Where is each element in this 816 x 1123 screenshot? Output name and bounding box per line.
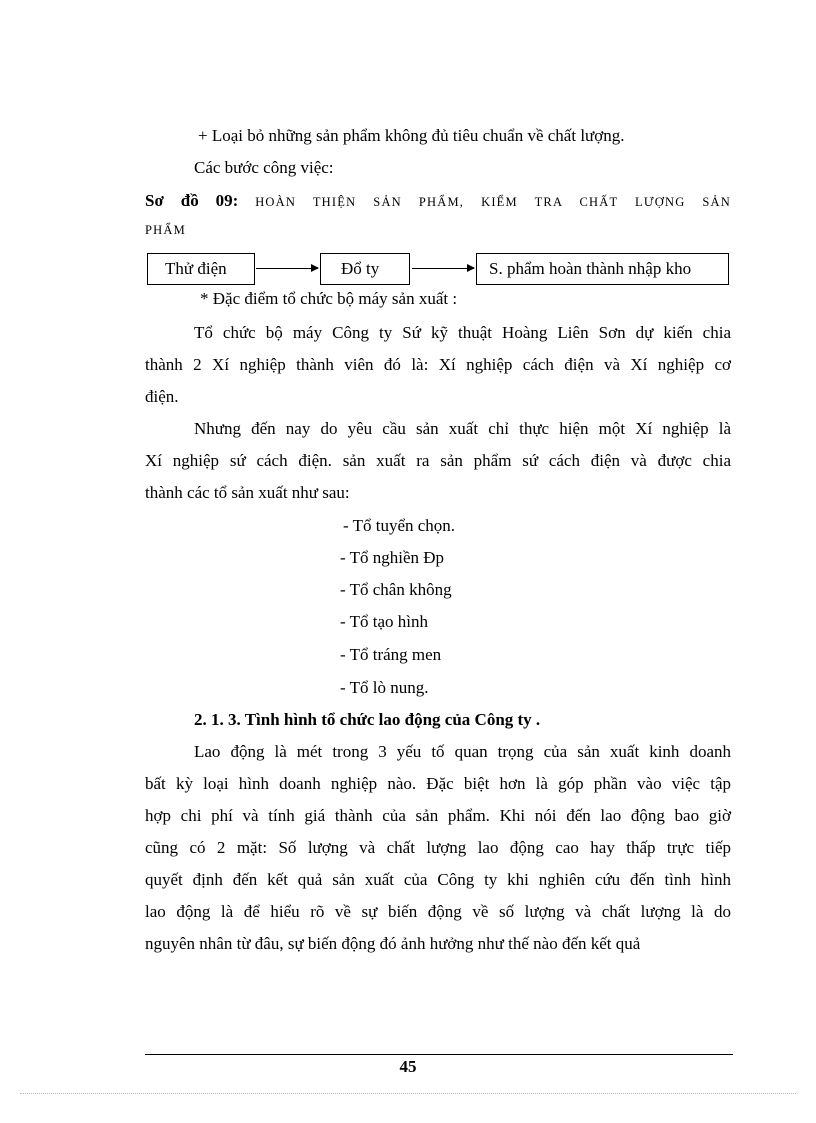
list-item: - Tổ chân không [340,580,452,599]
list-item: - Tổ tráng men [340,645,442,664]
flow-arrow [412,268,474,269]
page-number: 45 [399,1057,417,1076]
diagram-title-line2: PHẨM [145,223,186,237]
flow-step-test: Thử điện [147,253,255,285]
paragraph-line: thành 2 Xí nghiệp thành viên đó là: Xí nghiệp cách điện và Xí nghiệp cơ [145,355,731,374]
page-edge-divider [20,1093,796,1094]
paragraph-line: nguyên nhân từ đâu, sự biến động đó ảnh hưởng như thế nào đến kết quả [145,934,641,953]
bullet-line: + Loại bỏ những sản phẩm không đủ tiêu chuẩn về chất lượng. [198,126,625,145]
paragraph-line: Tổ chức bộ máy Công ty Sứ kỹ thuật Hoàng Liên Sơn dự kiến chia [194,323,731,342]
list-item: - Tổ tạo hình [340,612,428,631]
diagram-title-continuation [145,217,731,242]
paragraph-line: Xí nghiệp sứ cách điện. sản xuất ra sản phẩm sứ cách điện và được chia [145,451,731,470]
paragraph-line: bất kỳ loại hình doanh nghiệp nào. Đặc biệt hơn là góp phần vào việc tập [145,774,731,793]
section-heading: 2. 1. 3. Tình hình tổ chức lao động của Công ty . [194,710,541,729]
flow-step-warehouse: S. phẩm hoàn thành nhập kho [476,253,729,285]
diagram-label: Sơ đồ 09: [145,191,239,210]
paragraph-line: lao động là để hiểu rõ về sự biến động về số lượng và chất lượng là do [145,902,731,921]
paragraph-line: cũng có 2 mặt: Số lượng và chất lượng lao động cao hay thấp trực tiếp [145,838,731,857]
list-item: - Tổ lò nung. [340,678,429,697]
paragraph-line: Nhưng đến nay do yêu cầu sản xuất chỉ thực hiện một Xí nghiệp là [194,419,731,438]
paragraph-line: điện. [145,387,179,406]
diagram-title-line1: HOÀN THIỆN SẢN PHẨM, KIỂM TRA CHẤT LƯỢNG SẢN [255,195,732,209]
flow-step-pour: Đổ ty [320,253,410,285]
steps-intro: Các bước công việc: [194,158,334,177]
paragraph-line: thành các tổ sản xuất như sau: [145,483,350,502]
flow-arrow [256,268,318,269]
paragraph-line: quyết định đến kết quả sản xuất của Công ty khi nghiên cứu đến tình hình [145,870,731,889]
diagram-caption [145,189,731,214]
org-heading: * Đặc điểm tổ chức bộ máy sản xuất : [200,289,458,308]
footer-rule [145,1054,733,1055]
list-item: - Tổ tuyển chọn. [343,516,456,535]
list-item: - Tổ nghiền Đp [340,548,445,567]
paragraph-line: hợp chi phí và tính giá thành của sản phẩm. Khi nói đến lao động bao giờ [145,806,731,825]
paragraph-line: Lao động là mét trong 3 yếu tố quan trọng của sản xuất kinh doanh [194,742,731,761]
